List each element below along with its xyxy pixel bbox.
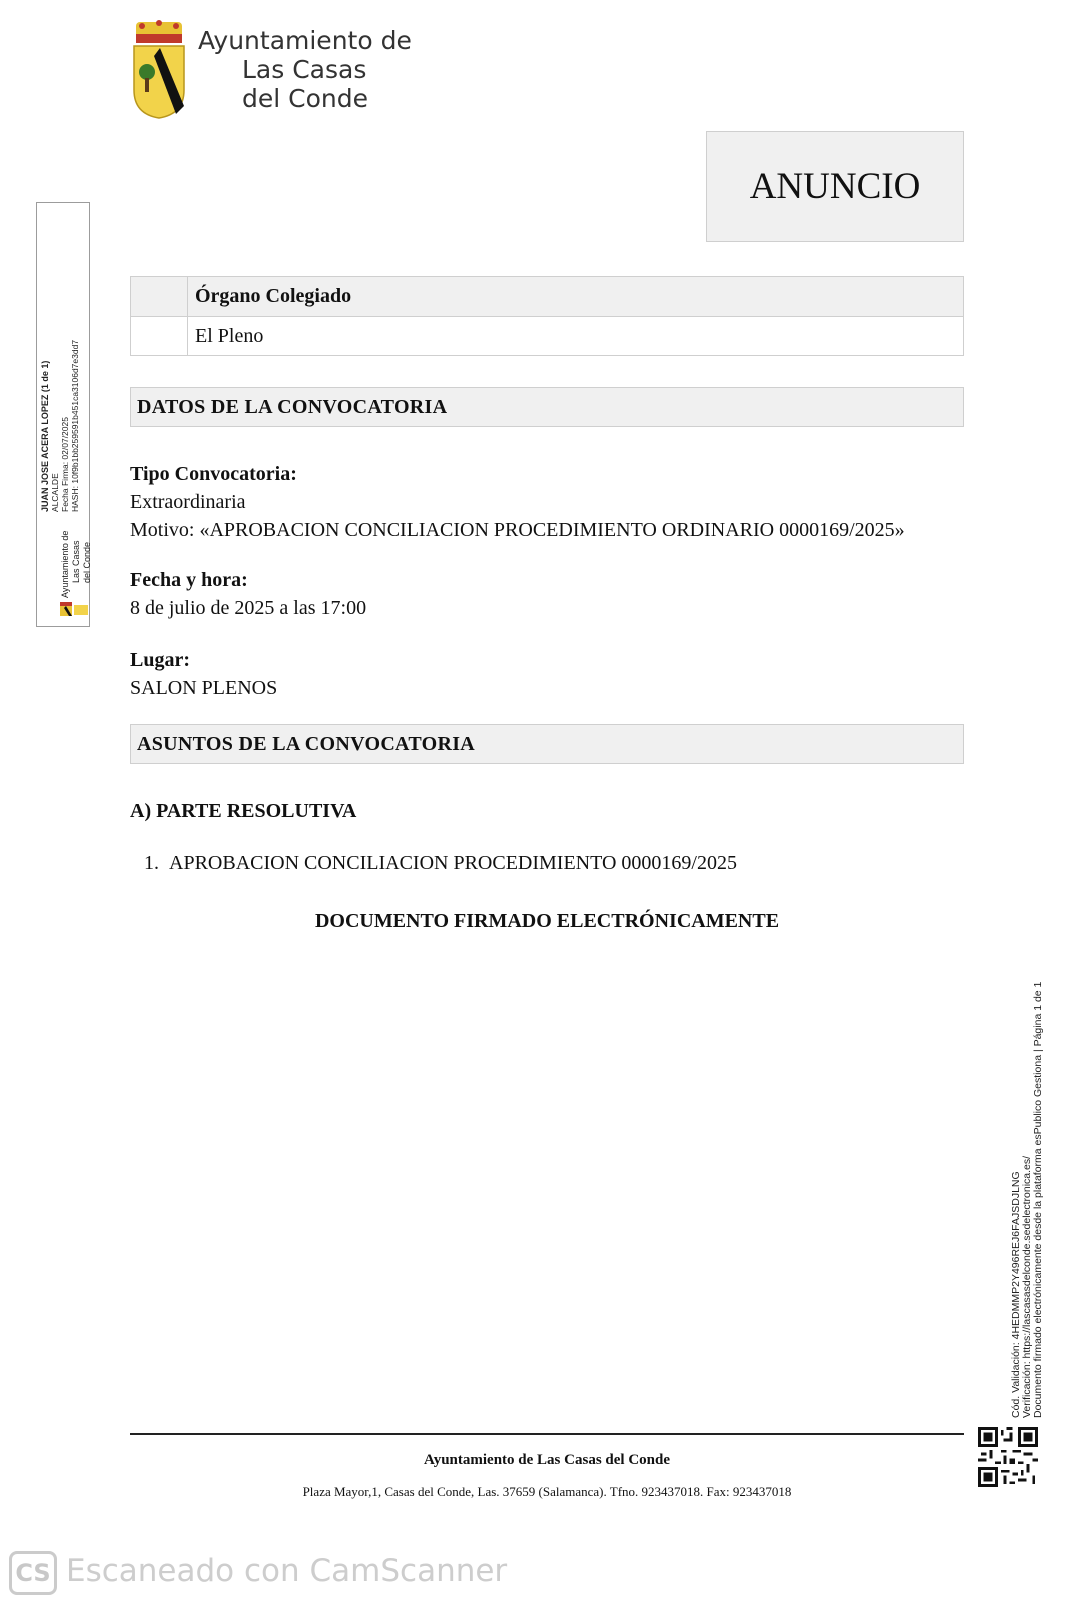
org-name-line: Las Casas xyxy=(242,55,367,84)
footer-address: Plaza Mayor,1, Casas del Conde, Las. 37659 (Salamanca). Tfno. 923437018. Fax: 923437018 xyxy=(302,1484,792,1499)
list-item-text: APROBACION CONCILIACION PROCEDIMIENTO 0000169/2025 xyxy=(169,852,737,874)
strip-org-line: Las Casas xyxy=(71,540,81,583)
signer-name: JUAN JOSE ACERA LOPEZ (1 de 1) xyxy=(40,360,50,512)
tipo-value: Extraordinaria xyxy=(130,491,246,513)
list-item-number: 1. xyxy=(144,852,159,874)
signer-role: ALCALDE xyxy=(50,473,60,512)
signature-date: Fecha Firma: 02/07/2025 xyxy=(60,417,70,512)
signed-notice: DOCUMENTO FIRMADO ELECTRÓNICAMENTE xyxy=(314,910,780,932)
table-cell-empty xyxy=(131,277,188,316)
list-item xyxy=(144,852,737,875)
table-cell-empty xyxy=(131,317,188,356)
validation-code: Cód. Validación: 4HEDMMP2Y496REJ6FAJSDJLNG xyxy=(1010,1171,1022,1418)
table-row xyxy=(131,277,963,316)
organo-table xyxy=(130,276,964,356)
strip-org-line: del Conde xyxy=(82,541,92,583)
org-name-line: del Conde xyxy=(242,84,368,113)
tipo-label: Tipo Convocatoria: xyxy=(130,463,297,485)
section-header-asuntos: ASUNTOS DE LA CONVOCATORIA xyxy=(130,724,964,764)
organo-value: El Pleno xyxy=(195,325,264,347)
fecha-label: Fecha y hora: xyxy=(130,569,248,591)
lugar-label: Lugar: xyxy=(130,649,190,671)
org-name-line: Ayuntamiento de xyxy=(198,26,412,55)
organo-header: Órgano Colegiado xyxy=(195,285,352,307)
part-title: A) PARTE RESOLUTIVA xyxy=(130,800,357,822)
table-row xyxy=(131,316,963,356)
camscanner-watermark: Escaneado con CamScanner xyxy=(66,1553,508,1589)
document-type-title: ANUNCIO xyxy=(706,131,964,242)
camscanner-logo-icon: CS xyxy=(9,1551,57,1595)
strip-org-line: Ayuntamiento de xyxy=(60,530,70,598)
motivo-text: Motivo: «APROBACION CONCILIACION PROCEDIMIENTO ORDINARIO 0000169/2025» xyxy=(130,519,905,541)
lugar-value: SALON PLENOS xyxy=(130,677,278,699)
footer-org-name: Ayuntamiento de Las Casas del Conde xyxy=(424,1452,670,1468)
qr-code-icon xyxy=(978,1427,1038,1487)
section-header-convocatoria: DATOS DE LA CONVOCATORIA xyxy=(130,387,964,427)
verification-url: Verificación: https://lascasasdelconde.sedelectronica.es/ xyxy=(1021,1155,1033,1418)
signature-hash: HASH: 10f9b1bb259591b451ca3106d7e3dd7 xyxy=(70,339,80,512)
org-name-heading xyxy=(198,26,458,113)
footer-divider xyxy=(130,1433,964,1435)
platform-note: Documento firmado electrónicamente desde la plataforma esPublico Gestiona | Página 1 de 1 xyxy=(1032,981,1044,1418)
strip-crest-icon xyxy=(58,600,90,620)
municipal-crest-logo xyxy=(130,20,188,120)
fecha-value: 8 de julio de 2025 a las 17:00 xyxy=(130,597,367,619)
